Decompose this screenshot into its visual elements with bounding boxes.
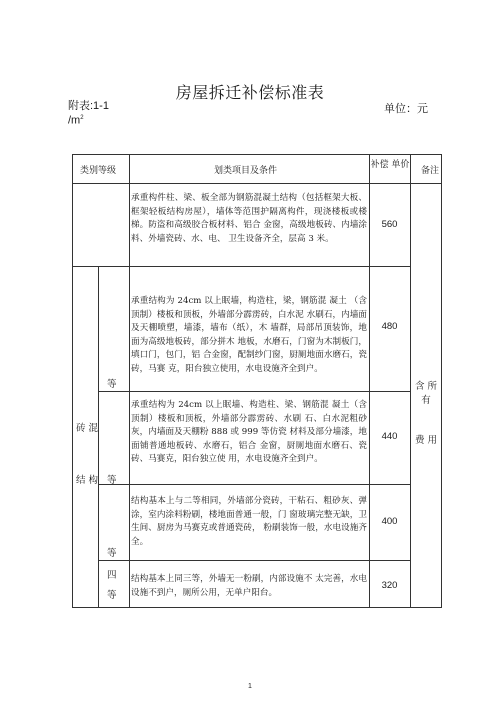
unit-label: 单位：元: [384, 102, 428, 115]
attachment-label: [68, 100, 109, 127]
header-items-conditions: 划类项目及条件: [214, 166, 278, 176]
attachment-number: 附表:1-1: [68, 100, 109, 112]
row-divider-3: [98, 484, 410, 485]
row-4-description: 结构基本上与二等相同，外墙部分瓷砖，干粘石、粗砂灰、弹涂，室内涂料粉刷，楼地面普通一般，门 窗玻璃完整无缺，卫生间、厨房为马赛克或普通瓷砖， 粉刷装饰一般，水电设施齐全。: [131, 496, 367, 547]
row-divider-4: [98, 560, 410, 561]
note-line-2: 费 用: [414, 435, 438, 446]
table-border-right: [441, 154, 442, 608]
category-line-1: 砖 混: [76, 423, 99, 434]
page-title: 房屋拆迁补偿标准表: [175, 83, 325, 102]
note-line-1: 含 所 有: [414, 381, 438, 406]
unit-area: $/m^2$: [68, 114, 84, 127]
table-border-top: [72, 154, 441, 155]
category-line-2: 结 构: [76, 475, 99, 486]
header-category-grade: 类别等级: [80, 166, 117, 176]
row-2-description: 承重结构为 24cm 以上眠墙，构造柱，梁，钢筋混 凝土 （含顶制）楼板和顶板，外墙部分霹雳砖，白水泥 水刷石，内墙面及天棚喷塑，墙漆，墙布（纸），木 墙群，局部吊顶装饰，地面为高级地板砖，部分拼木 地板，水磨石，门窗为木制板门，填口门，包门，铝 合金窗，配制纱门窗，厨厕地面水磨石，瓷砖，马赛 克，阳台独立使用，水电设施齐全到户。: [131, 296, 367, 374]
grade-row-2: 等: [107, 379, 117, 390]
grade-divider: [129, 154, 130, 608]
header-divider: [72, 183, 441, 184]
row-3-description: 承重结构为 24cm 以上眠墙、构造柱、梁、钢筋混 凝土（含顶制）楼板和顶板，外墙部分霹雳砖、水刷 石、白水泥粗砂灰，内墙面及天棚粉 888 或 999 等仿瓷 材料及部分墙漆，地面铺普通地板砖、水磨石，铝合 金窗，厨厕地面水磨石、瓷砖、马赛克，阳台独立使 用，水电设施齐全到户。: [131, 400, 367, 465]
header-price: 补偿 单价: [370, 160, 410, 170]
grade-row-3: 等: [107, 475, 117, 486]
row-5-description: 结构基本上同三等，外墙无一粉刷，内部设施不 太完善，水电设施不到户，厕所公用，无单户阳台。: [131, 574, 367, 598]
row-1-description: 承重构件柱、梁、板全部为钢筋混凝土结构（包括框架大板、框架轻板结构房屋），墙体等范围护隔离构件，现浇楼板或楼梯。防盗和高级胶合板材料、铝合 金窗，高级地板砖、内墙涂料、外墙瓷砖、水、电、 卫生设备齐全，层高 3 米。: [131, 193, 367, 244]
row-5-price: 320: [381, 580, 398, 591]
table-border-left: [72, 154, 73, 608]
category-divider: [98, 266, 99, 608]
page-number: 1: [248, 683, 252, 690]
header-note: 备注: [421, 166, 440, 176]
row-3-price: 440: [381, 431, 398, 442]
table-border-bottom: [72, 607, 441, 608]
row-4-price: 400: [381, 516, 398, 527]
row-divider-1: [72, 266, 410, 267]
grade-row-5: 四 等: [107, 570, 117, 601]
row-2-price: 480: [381, 321, 398, 332]
row-divider-2: [98, 391, 410, 392]
grade-row-4: 等: [107, 548, 117, 559]
row-1-price: 560: [381, 219, 398, 230]
